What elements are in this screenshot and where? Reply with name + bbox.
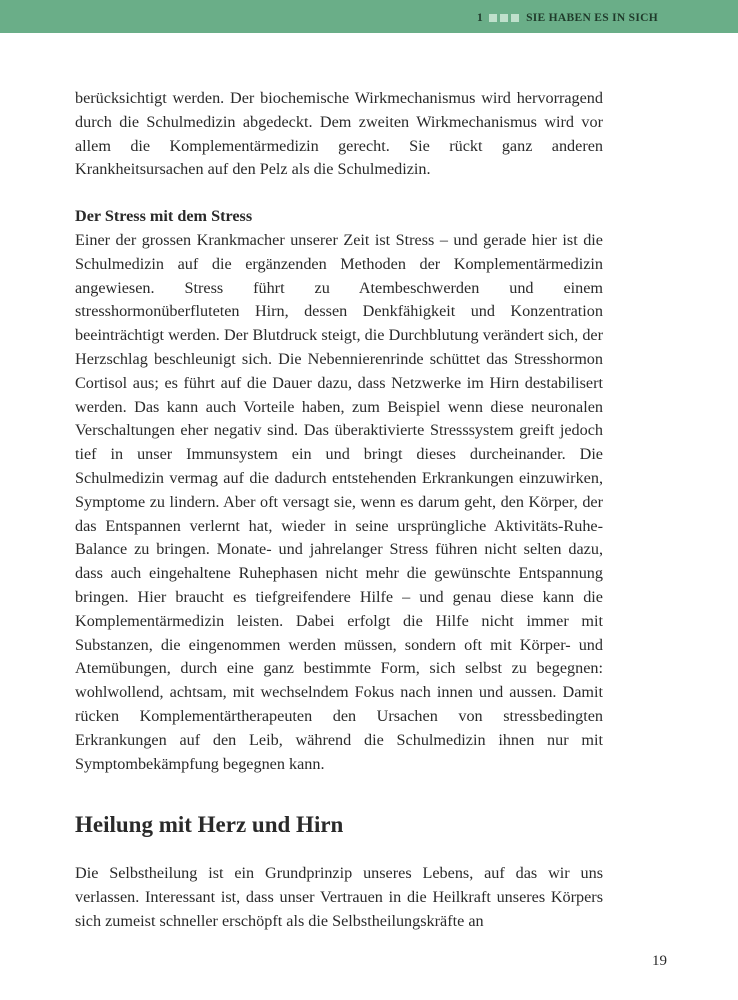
intro-paragraph: berücksichtigt werden. Der biochemische Wirkmechanismus wird hervorragend durch die Schulmedizin abgedeckt. Dem zweiten Wirkmechanismus wird vor allem die Komplementärmedizin gerecht. Sie rückt ganz anderen Krankheitsursachen auf den Pelz als die Schulmedizin. (75, 89, 603, 179)
square-ornament-icon (500, 14, 508, 22)
square-ornament-icon (489, 14, 497, 22)
section-paragraph: Die Selbstheilung ist ein Grundprinzip unseres Lebens, auf das wir uns verlassen. Interessant ist, dass unser Vertrauen in die Heilkraft unseres Körpers sich zumeist schneller erschöpft als die Selbstheilungskräfte an (75, 864, 603, 930)
square-ornament-icon (511, 14, 519, 22)
section-title: Heilung mit Herz und Hirn (75, 812, 344, 837)
main-text (75, 87, 603, 776)
section-text (75, 862, 603, 933)
stress-paragraph: Einer der grossen Krankmacher unserer Zeit ist Stress – und gerade hier ist die Schulmedizin auf die ergänzenden Methoden der Komplementärmedizin angewiesen. Stress führt zu Atembeschwerden und einem stresshormonüberfluteten Hirn, dessen Denkfähigkeit und Konzentration beeinträchtigt werden. Der Blutdruck steigt, die Durchblutung verändert sich, der Herzschlag beschleunigt sich. Die Nebennierenrinde schüttet das Stresshormon Cortisol aus; es führt auf die Dauer dazu, dass Netzwerke im Hirn destabilisert werden. Das kann auch Vorteile haben, zum Beispiel wenn diese neuronalen Verschaltungen eher negativ sind. Das überaktivierte Stresssystem greift jedoch tief in unser Immunsystem ein und bringt dieses durcheinander. Die Schulmedizin vermag auf die dadurch entstehenden Erkrankungen einzuwirken, Symptome zu lindern. Aber oft versagt sie, wenn es darum geht, den Körper, der das Entspannen verlernt hat, wieder in seine ursprüngliche Aktivitäts-Ruhe-Balance zu bringen. Monate- und jahrelanger Stress führen nicht selten dazu, dass auch eingehaltene Ruhephasen nicht mehr die gewünschte Entspannung bringen. Hier braucht es tiefgreifendere Hilfe – und genau diese kann die Komplementärmedizin leisten. Dabei erfolgt die Hilfe nicht immer mit Substanzen, die eingenommen werden müssen, sondern oft mit Körper- und Atemübungen, durch eine ganz bestimmte Form, sich selbst zu begegnen: wohlwollend, achtsam, mit wechselndem Fokus nach innen und aussen. Damit rücken Komplementärtherapeuten den Ursachen von stressbedingten Erkrankungen auf den Leib, während die Schulmedizin ihnen nur mit Symptombekämpfung begegnen kann. (75, 230, 603, 773)
chapter-number: 1 (477, 12, 484, 24)
chapter-title: SIE HABEN ES IN SICH (526, 12, 658, 24)
page-number: 19 (652, 953, 667, 969)
subheading: Der Stress mit dem Stress (75, 207, 253, 226)
running-head (477, 11, 658, 25)
